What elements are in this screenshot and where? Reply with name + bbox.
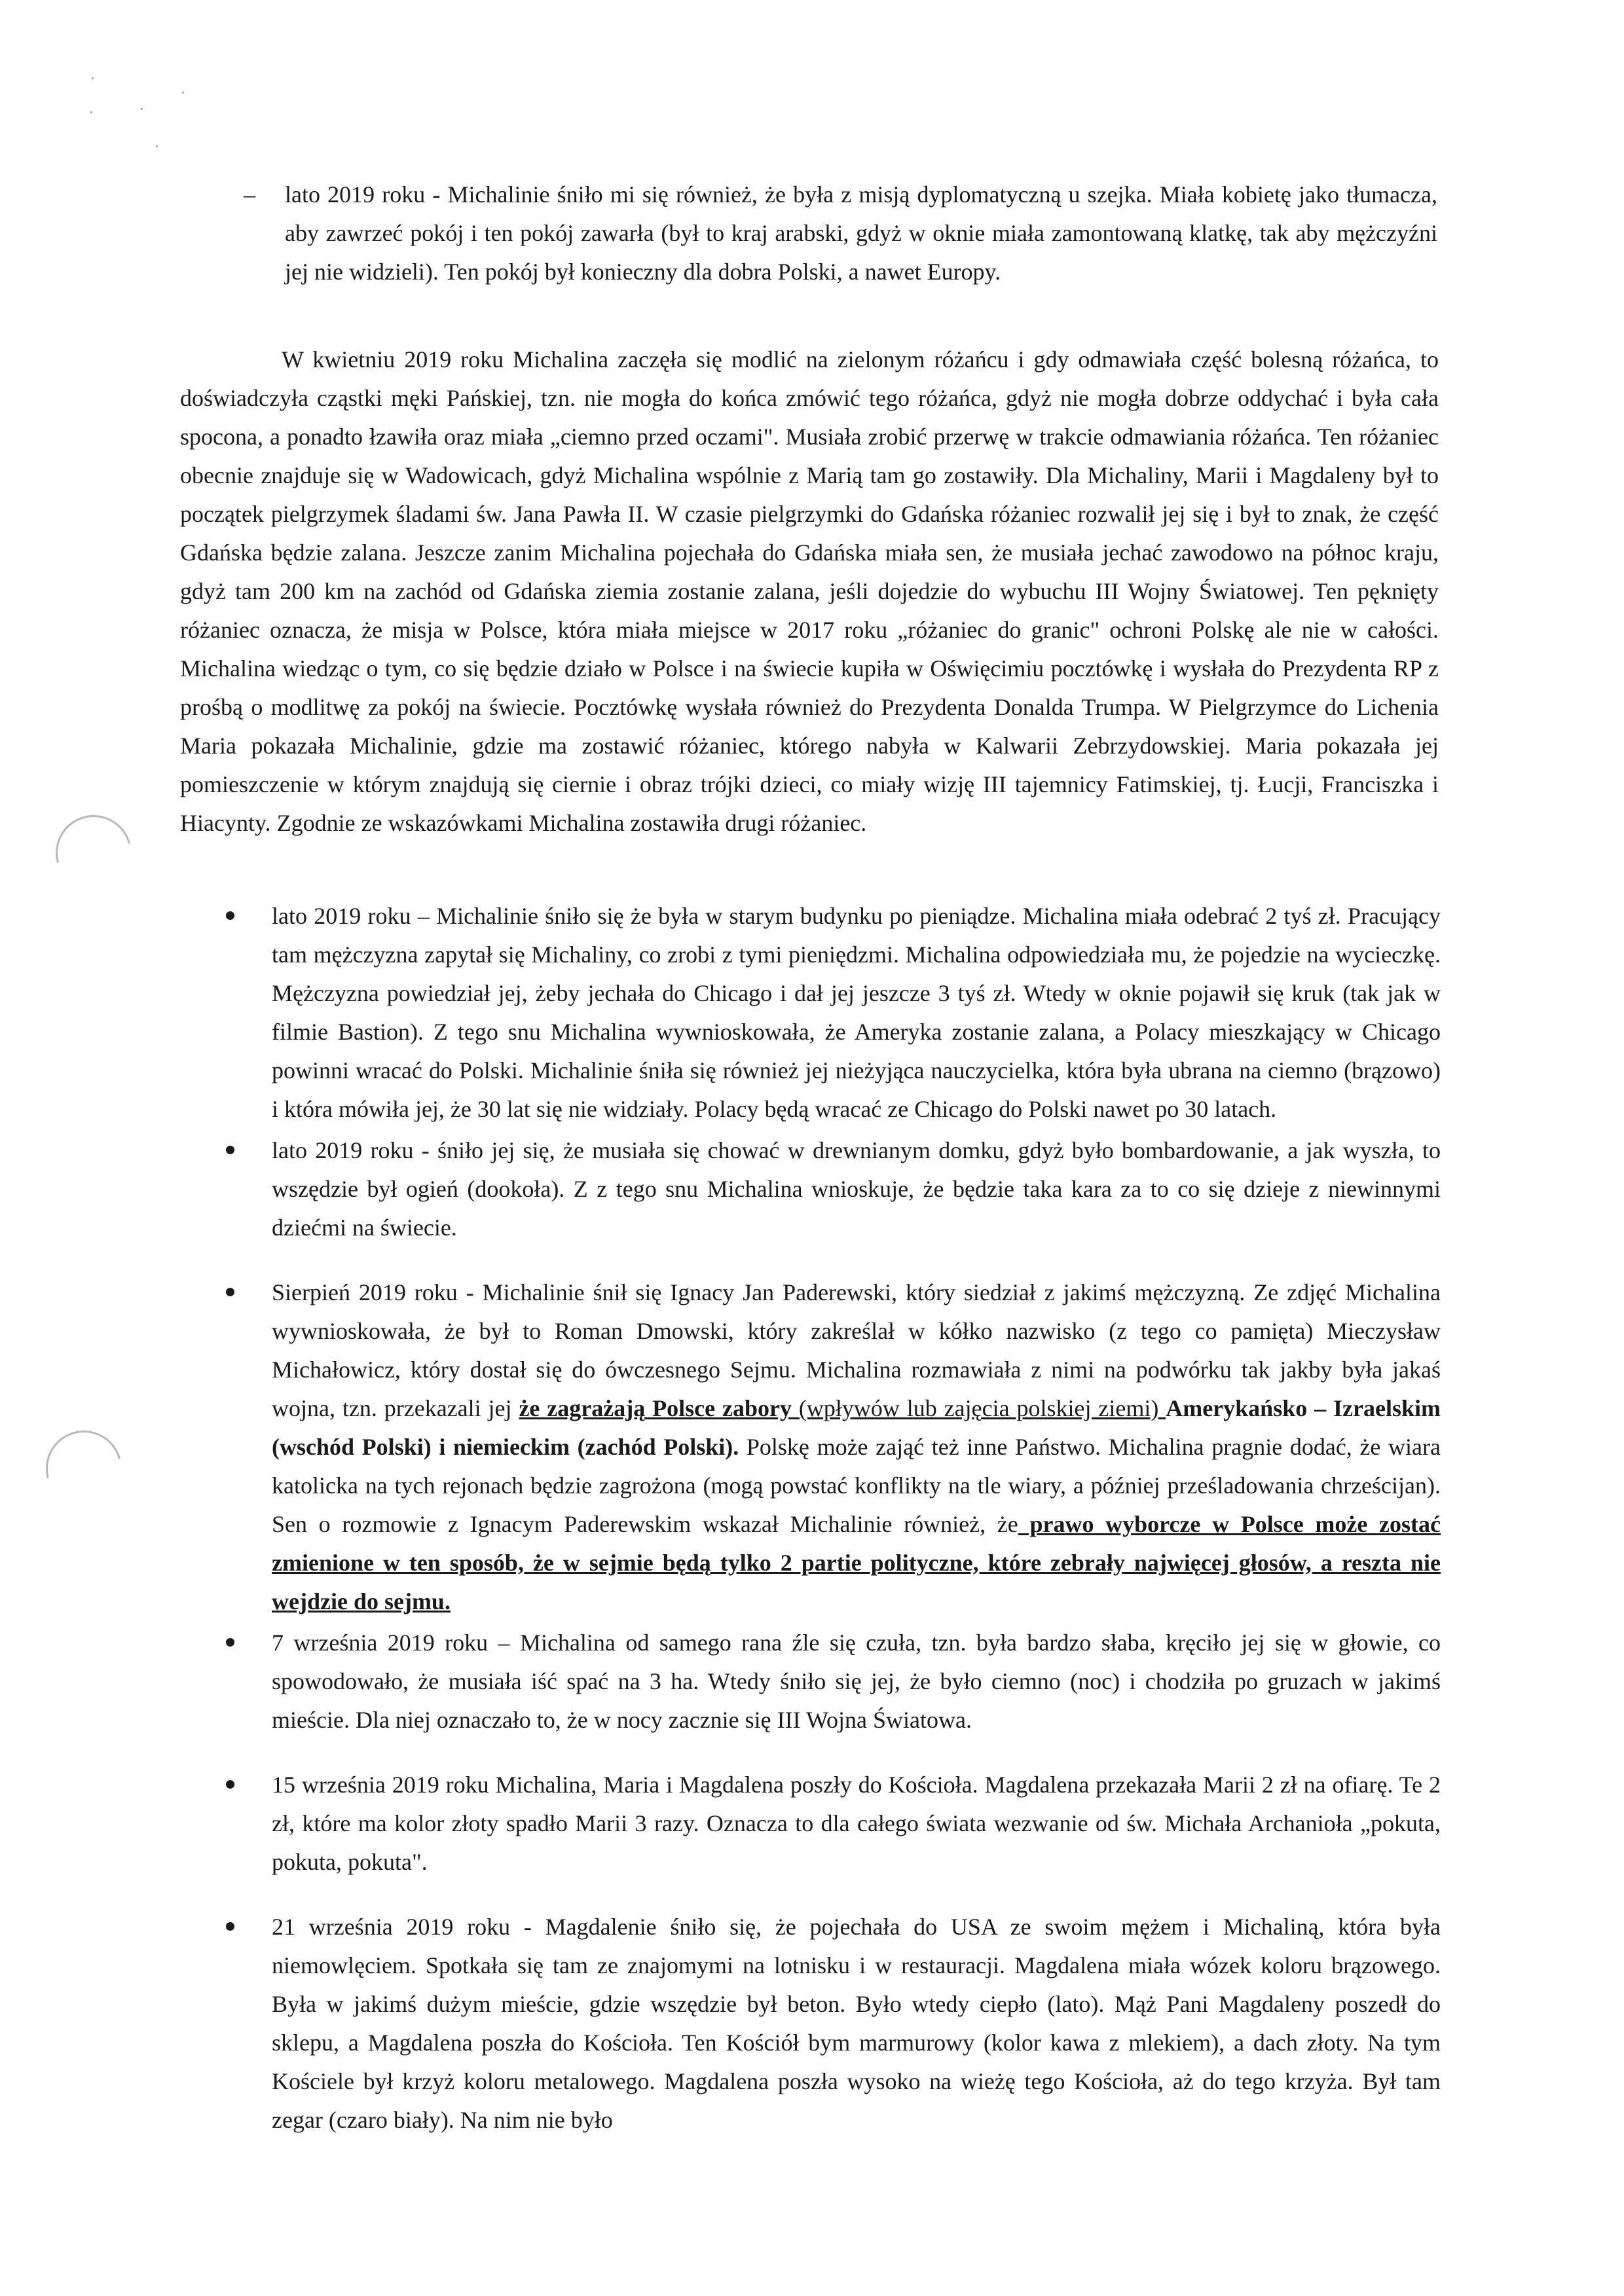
list-item	[272, 1908, 1441, 2140]
bullet-icon	[226, 1146, 234, 1154]
dash-item-text: lato 2019 roku - Michalinie śniło mi się również, że była z misją dyplomatyczną u szejka. Miała kobietę jako tłumacza, aby zawrzeć pokój i ten pokój zawarła (był to kraj arabski, gdyż w oknie miała zamontowaną klatkę, tak aby mężczyźni jej nie widzieli). Ten pokój był konieczny dla dobra Polski, a nawet Europy.	[285, 181, 1437, 285]
bullet-icon	[226, 911, 234, 920]
emphasis-underlined: prawo wyborcze w Polsce może zostać zmienione w ten sposób, że w sejmie będą tylko 2 partie polityczne, które zebrały najwięcej głosów, a reszta nie wejdzie do sejmu.	[272, 1511, 1441, 1614]
punch-hole-mark	[32, 1417, 136, 1520]
scan-speck	[90, 111, 92, 113]
emphasis-bold: Amerykańsko – Izraelskim (wschód Polski) i niemieckim (zachód Polski).	[272, 1395, 1441, 1460]
list-item	[272, 1766, 1441, 1882]
list-item-text: 15 września 2019 roku Michalina, Maria i Magdalena poszły do Kościoła. Magdalena przekazała Marii 2 zł na ofiarę. Te 2 zł, które ma kolor złoty spadło Marii 3 razy. Oznacza to dla całego świata wezwanie od św. Michała Archanioła „pokuta, pokuta, pokuta".	[272, 1772, 1441, 1875]
bullet-icon	[226, 1922, 234, 1931]
list-item	[272, 1131, 1441, 1247]
scan-speck	[141, 108, 143, 110]
body-paragraph: W kwietniu 2019 roku Michalina zaczęła się modlić na zielonym różańcu i gdy odmawiała część bolesną różańca, to doświadczyła cząstki męki Pańskiej, tzn. nie mogła do końca zmówić tego różańca, gdyż nie mogła dobrze oddychać i była cała spocona, a ponadto łzawiła oraz miała „ciemno przed oczami". Musiała zrobić przerwę w trakcie odmawiania różańca. Ten różaniec obecnie znajduje się w Wadowicach, gdyż Michalina wspólnie z Marią tam go zostawiły. Dla Michaliny, Marii i Magdaleny był to początek pielgrzymek śladami św. Jana Pawła II. W czasie pielgrzymki do Gdańska różaniec rozwalił jej się i był to znak, że część Gdańska będzie zalana. Jeszcze zanim Michalina pojechała do Gdańska miała sen, że musiała jechać zawodowo na północ kraju, gdyż tam 200 km na zachód od Gdańska ziemia zostanie zalana, jeśli dojedzie do wybuchu III Wojny Światowej. Ten pęknięty różaniec oznacza, że misja w Polsce, która miała miejsce w 2017 roku „różaniec do granic" ochroni Polskę ale nie w całości. Michalina wiedząc o tym, co się będzie działo w Polsce i na świecie kupiła w Oświęcimiu pocztówkę i wysłała do Prezydenta RP z prośbą o modlitwę za pokój na świecie. Pocztówkę wysłała również do Prezydenta Donalda Trumpa. W Pielgrzymce do Lichenia Maria pokazała Michalinie, gdzie ma zostawić różaniec, którego nabyła w Kalwarii Zebrzydowskiej. Maria pokazała jej pomieszczenie w którym znajdują się ciernie i obraz trójki dzieci, co miały wizję III tajemnicy Fatimskiej, tj. Łucji, Franciszka i Hiacynty. Zgodnie ze wskazówkami Michalina zostawiła drugi różaniec.	[180, 346, 1439, 836]
bullet-icon	[226, 1638, 234, 1647]
list-item	[272, 1624, 1441, 1740]
scan-speck	[92, 77, 94, 79]
scan-speck	[182, 92, 184, 94]
list-item-text: lato 2019 roku - śniło jej się, że musiała się chować w drewnianym domku, gdyż było bombardowanie, a jak wyszła, to wszędzie był ogień (dookoła). Z z tego snu Michalina wnioskuje, że będzie taka kara za to co się dzieje z niewinnymi dziećmi na świecie.	[272, 1137, 1441, 1241]
list-item-text: Sierpień 2019 roku - Michalinie śnił się Ignacy Jan Paderewski, który siedział z jakimś mężczyzną. Ze zdjęć Michalina wywnioskowała, że był to Roman Dmowski, który zakreślał w kółko nazwisko (z tego co pamięta) Mieczysław Michałowicz, który dostał się do ówczesnego Sejmu. Michalina rozmawiała z nimi na podwórku tak jakby była jakaś wojna, tzn. przekazali jej	[272, 1279, 1441, 1421]
list-item	[272, 897, 1441, 1129]
bullet-list	[272, 897, 1441, 2140]
list-item-text: (wpływów lub zajęcia polskiej ziemi)	[798, 1395, 1166, 1421]
list-item-text: 7 września 2019 roku – Michalina od samego rana źle się czuła, tzn. była bardzo słaba, kręciło jej się w głowie, co spowodowało, że musiała iść spać na 3 ha. Wtedy śniło się jej, że było ciemno (noc) i chodziła po gruzach w jakimś mieście. Dla niej oznaczało to, że w nocy zacznie się III Wojna Światowa.	[272, 1630, 1441, 1733]
list-item-text: 21 września 2019 roku - Magdalenie śniło się, że pojechała do USA ze swoim mężem i Michaliną, która była niemowlęciem. Spotkała się tam ze znajomymi na lotnisku i w restauracji. Magdalena miała wózek koloru brązowego. Była w jakimś dużym mieście, gdzie wszędzie był beton. Było wtedy ciepło (lato). Mąż Pani Magdaleny poszedł do sklepu, a Magdalena poszła do Kościoła. Ten Kościół bym marmurowy (kolor kawa z mlekiem), a dach złoty. Na tym Kościele był krzyż koloru metalowego. Magdalena poszła wysoko na wieżę tego Kościoła, aż do tego krzyża. Był tam zegar (czaro biały). Na nim nie było	[272, 1914, 1441, 2133]
scan-speck	[156, 145, 158, 147]
bullet-icon	[226, 1288, 234, 1296]
emphasis-underlined: że zagrażają Polsce zabory	[519, 1395, 799, 1421]
list-item-text: lato 2019 roku – Michalinie śniło się że była w starym budynku po pieniądze. Michalina miała odebrać 2 tyś zł. Pracujący tam mężczyzna zapytał się Michaliny, co zrobi z tymi pieniędzmi. Michalina odpowiedziała mu, że pojedzie na wycieczkę. Mężczyzna powiedział jej, żeby jechała do Chicago i dał jej jeszcze 3 tyś zł. Wtedy w oknie pojawił się kruk (tak jak w filmie Bastion). Z tego snu Michalina wywnioskowała, że Ameryka zostanie zalana, a Polacy mieszkający w Chicago powinni wracać do Polski. Michalinie śniła się również jej nieżyjąca nauczycielka, która była ubrana na ciemno (brązowo) i która mówiła jej, że 30 lat się nie widziały. Polacy będą wracać ze Chicago do Polski nawet po 30 latach.	[272, 903, 1441, 1122]
dash-marker: –	[244, 181, 255, 208]
list-item-text: Polskę może zająć też inne Państwo. Michalina pragnie dodać, że wiara katolicka na tych rejonach będzie zagrożona (mogą powstać konflikty na tle wiary, a później prześladowania chrześcijan). Sen o rozmowie z Ignacym Paderewskim wskazał Michalinie również, że	[272, 1434, 1441, 1537]
list-item-paderewski	[272, 1273, 1441, 1621]
bullet-icon	[226, 1780, 234, 1789]
punch-hole-mark	[42, 801, 145, 905]
